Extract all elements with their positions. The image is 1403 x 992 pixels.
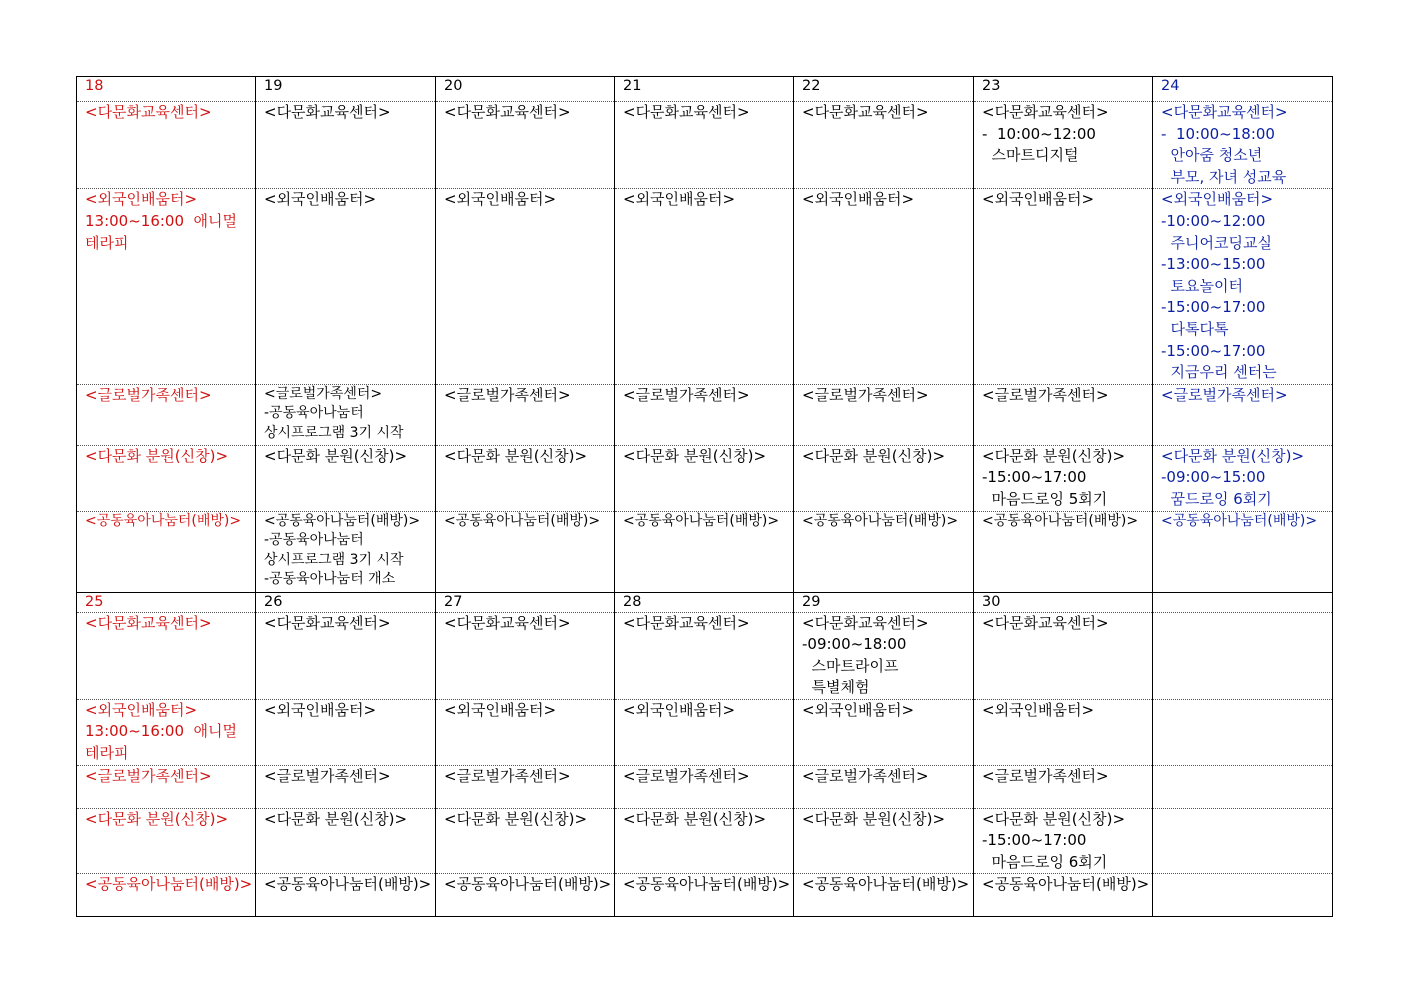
center-name: <다문화교육센터> [623, 613, 750, 632]
date-row [77, 592, 1333, 612]
event-row [77, 765, 1333, 808]
event-cell [974, 808, 1153, 874]
center-name: <외국인배움터> [982, 190, 1095, 209]
event-cell [436, 765, 615, 808]
event-cell [974, 445, 1153, 511]
center-name: <다문화교육센터> [264, 613, 391, 632]
event-cell [1153, 612, 1333, 699]
event-row [77, 874, 1333, 917]
event-cell [436, 612, 615, 699]
event-cell [615, 765, 794, 808]
date-cell: 23 [974, 77, 1153, 102]
event-detail: -10:00~12:00 [1161, 211, 1266, 230]
event-cell [77, 511, 256, 592]
event-detail: - 10:00~18:00 [1161, 124, 1275, 143]
center-name: <다문화 분원(신창)> [623, 446, 767, 465]
event-cell [77, 384, 256, 445]
event-cell [77, 612, 256, 699]
event-cell [77, 765, 256, 808]
event-cell [77, 699, 256, 765]
center-name: <글로벌가족센터> [1161, 385, 1288, 404]
event-cell [436, 511, 615, 592]
center-name: <다문화 분원(신창)> [85, 809, 229, 828]
center-name: <다문화 분원(신창)> [802, 809, 946, 828]
center-name: <다문화교육센터> [802, 613, 929, 632]
event-detail: 마음드로잉 5회기 [982, 489, 1108, 508]
center-name: <글로벌가족센터> [444, 766, 571, 785]
event-cell [256, 808, 436, 874]
event-detail: -15:00~17:00 [982, 468, 1087, 487]
center-name: <글로벌가족센터> [802, 385, 929, 404]
center-name: <글로벌가족센터> [623, 766, 750, 785]
event-detail: 마음드로잉 6회기 [982, 852, 1108, 871]
event-cell [615, 699, 794, 765]
date-cell: 29 [794, 592, 974, 612]
center-name: <다문화 분원(신창)> [444, 446, 588, 465]
event-detail: 테라피 [85, 233, 129, 252]
center-name: <공동육아나눔터(배방)> [264, 512, 421, 529]
center-name: <외국인배움터> [444, 190, 557, 209]
event-cell [974, 102, 1153, 189]
center-name: <다문화 분원(신창)> [444, 809, 588, 828]
event-detail: 주니어코딩교실 [1161, 233, 1272, 252]
center-name: <다문화 분원(신창)> [802, 446, 946, 465]
event-cell [794, 699, 974, 765]
center-name: <다문화교육센터> [85, 103, 212, 121]
date-cell: 20 [436, 77, 615, 102]
center-name: <공동육아나눔터(배방)> [85, 512, 242, 529]
event-cell [615, 102, 794, 189]
event-cell [1153, 102, 1333, 189]
date-cell: 26 [256, 592, 436, 612]
center-name: <다문화 분원(신창)> [264, 446, 408, 465]
event-detail: -15:00~17:00 [1161, 341, 1266, 360]
date-cell: 24 [1153, 77, 1333, 102]
event-cell [794, 874, 974, 917]
event-cell [1153, 699, 1333, 765]
date-cell: 21 [615, 77, 794, 102]
event-row [77, 445, 1333, 511]
center-name: <외국인배움터> [802, 190, 915, 209]
center-name: <다문화 분원(신창)> [982, 446, 1126, 465]
center-name: <외국인배움터> [623, 700, 736, 719]
event-cell [974, 384, 1153, 445]
event-cell [974, 699, 1153, 765]
event-cell [974, 511, 1153, 592]
event-row [77, 699, 1333, 765]
event-cell [256, 511, 436, 592]
event-cell [436, 874, 615, 917]
event-cell [436, 384, 615, 445]
event-cell [1153, 384, 1333, 445]
event-cell [1153, 765, 1333, 808]
center-name: <공동육아나눔터(배방)> [264, 875, 432, 894]
event-row [77, 102, 1333, 189]
center-name: <글로벌가족센터> [264, 766, 391, 785]
center-name: <외국인배움터> [444, 700, 557, 719]
event-cell [1153, 808, 1333, 874]
center-name: <공동육아나눔터(배방)> [623, 875, 791, 894]
calendar-table [76, 76, 1333, 917]
event-cell [436, 189, 615, 384]
date-cell: 22 [794, 77, 974, 102]
event-detail: 13:00~16:00 애니멀 [85, 211, 238, 230]
center-name: <다문화 분원(신창)> [623, 809, 767, 828]
center-name: <공동육아나눔터(배방)> [982, 875, 1150, 894]
center-name: <다문화교육센터> [1161, 103, 1288, 121]
center-name: <공동육아나눔터(배방)> [982, 512, 1139, 529]
center-name: <다문화교육센터> [85, 613, 212, 632]
event-cell [256, 445, 436, 511]
event-cell [77, 808, 256, 874]
event-row [77, 612, 1333, 699]
event-cell [256, 189, 436, 384]
event-cell [615, 874, 794, 917]
center-name: <글로벌가족센터> [264, 385, 383, 402]
event-detail: -공동육아나눔터 개소 [264, 571, 396, 587]
date-cell: 25 [77, 592, 256, 612]
center-name: <다문화 분원(신창)> [264, 809, 408, 828]
event-detail: -13:00~15:00 [1161, 255, 1266, 274]
date-row [77, 77, 1333, 102]
event-cell [615, 445, 794, 511]
event-cell [436, 102, 615, 189]
center-name: <다문화교육센터> [623, 103, 750, 121]
event-detail: 상시프로그램 3기 시작 [264, 551, 404, 568]
event-detail: -09:00~18:00 [802, 635, 907, 654]
event-cell [256, 699, 436, 765]
event-detail: 토요놀이터 [1161, 276, 1243, 295]
center-name: <외국인배움터> [982, 700, 1095, 719]
center-name: <공동육아나눔터(배방)> [444, 512, 601, 529]
event-detail: 상시프로그램 3기 시작 [264, 424, 404, 441]
event-cell [794, 511, 974, 592]
event-cell [1153, 511, 1333, 592]
event-cell [974, 612, 1153, 699]
event-detail: 테라피 [85, 744, 129, 763]
center-name: <외국인배움터> [264, 700, 377, 719]
center-name: <공동육아나눔터(배방)> [623, 512, 780, 529]
event-row [77, 808, 1333, 874]
center-name: <글로벌가족센터> [623, 385, 750, 404]
event-cell [794, 189, 974, 384]
event-cell [77, 102, 256, 189]
event-row [77, 189, 1333, 384]
date-cell: 30 [974, 592, 1153, 612]
center-name: <다문화 분원(신창)> [1161, 446, 1305, 465]
date-cell: 19 [256, 77, 436, 102]
event-detail: - 10:00~12:00 [982, 124, 1096, 143]
event-detail: 13:00~16:00 애니멀 [85, 722, 238, 741]
center-name: <공동육아나눔터(배방)> [1161, 512, 1318, 529]
center-name: <공동육아나눔터(배방)> [802, 512, 959, 529]
event-cell [436, 808, 615, 874]
event-cell [1153, 445, 1333, 511]
event-cell [794, 445, 974, 511]
event-cell [1153, 874, 1333, 917]
event-detail: 다톡다톡 [1161, 319, 1229, 338]
center-name: <공동육아나눔터(배방)> [85, 875, 253, 894]
event-cell [256, 102, 436, 189]
event-detail: -공동육아나눔터 [264, 405, 364, 422]
event-detail: 스마트디지털 [982, 146, 1079, 165]
center-name: <다문화교육센터> [264, 103, 391, 121]
event-detail: 지금우리 센터는 [1161, 363, 1277, 382]
center-name: <다문화교육센터> [982, 613, 1109, 632]
center-name: <공동육아나눔터(배방)> [444, 875, 612, 894]
center-name: <글로벌가족센터> [85, 385, 212, 404]
center-name: <다문화교육센터> [802, 103, 929, 121]
date-cell [1153, 592, 1333, 612]
event-cell [974, 189, 1153, 384]
date-cell: 27 [436, 592, 615, 612]
event-detail: 부모, 자녀 성교육 [1161, 167, 1287, 186]
event-cell [974, 765, 1153, 808]
event-cell [615, 384, 794, 445]
event-cell [615, 612, 794, 699]
event-cell [256, 874, 436, 917]
event-cell [974, 874, 1153, 917]
center-name: <다문화 분원(신창)> [85, 446, 229, 465]
event-cell [1153, 189, 1333, 384]
event-detail: -공동육아나눔터 [264, 532, 364, 548]
center-name: <외국인배움터> [264, 190, 377, 209]
event-cell [256, 384, 436, 445]
center-name: <글로벌가족센터> [444, 385, 571, 404]
event-cell [794, 102, 974, 189]
center-name: <글로벌가족센터> [85, 766, 212, 785]
event-cell [615, 189, 794, 384]
center-name: <다문화교육센터> [982, 103, 1109, 121]
event-detail: 특별체험 [802, 678, 870, 697]
center-name: <글로벌가족센터> [982, 385, 1109, 404]
center-name: <다문화교육센터> [444, 613, 571, 632]
center-name: <외국인배움터> [1161, 190, 1274, 209]
center-name: <공동육아나눔터(배방)> [802, 875, 970, 894]
event-cell [436, 445, 615, 511]
date-cell: 28 [615, 592, 794, 612]
event-cell [436, 699, 615, 765]
event-detail: 꿈드로잉 6회기 [1161, 489, 1272, 508]
event-cell [615, 511, 794, 592]
event-cell [256, 765, 436, 808]
event-cell [256, 612, 436, 699]
event-cell [77, 445, 256, 511]
event-row [77, 511, 1333, 592]
center-name: <외국인배움터> [85, 700, 198, 719]
event-row [77, 384, 1333, 445]
center-name: <외국인배움터> [623, 190, 736, 209]
center-name: <다문화교육센터> [444, 103, 571, 121]
event-detail: -09:00~15:00 [1161, 468, 1266, 487]
center-name: <글로벌가족센터> [982, 766, 1109, 785]
event-cell [794, 612, 974, 699]
event-cell [77, 189, 256, 384]
event-detail: -15:00~17:00 [1161, 298, 1266, 317]
event-detail: 안아줌 청소년 [1161, 146, 1263, 165]
center-name: <다문화 분원(신창)> [982, 809, 1126, 828]
event-cell [77, 874, 256, 917]
event-cell [794, 808, 974, 874]
event-detail: -15:00~17:00 [982, 831, 1087, 850]
event-cell [615, 808, 794, 874]
event-cell [794, 384, 974, 445]
event-cell [794, 765, 974, 808]
center-name: <외국인배움터> [802, 700, 915, 719]
date-cell: 18 [77, 77, 256, 102]
event-detail: 스마트라이프 [802, 656, 899, 675]
center-name: <글로벌가족센터> [802, 766, 929, 785]
center-name: <외국인배움터> [85, 190, 198, 209]
